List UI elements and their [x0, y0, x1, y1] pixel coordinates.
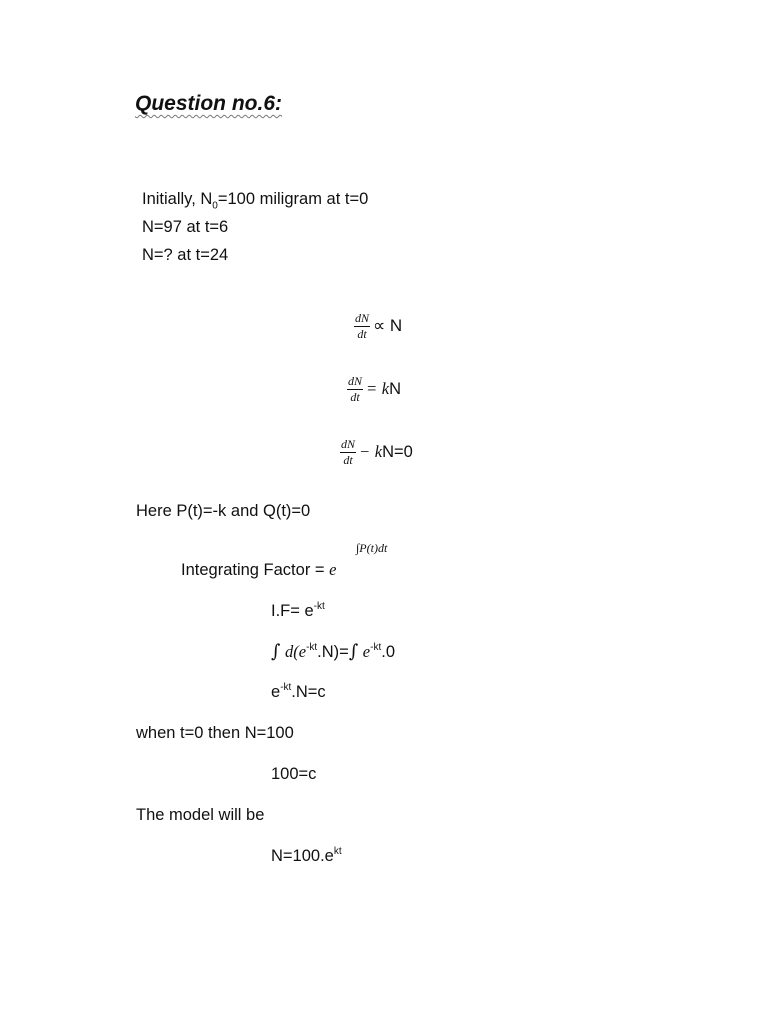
constant-value: 100=c — [271, 765, 317, 783]
equation-linear-form: $\frac{dN}{dt}$ − kN=0 — [341, 437, 413, 467]
given-line-2: N=97 at t=6 — [142, 218, 229, 236]
fraction-dn-dt: $\frac{dN}{dt}$ — [348, 374, 363, 404]
model-intro: The model will be — [136, 806, 265, 824]
integral-equation: ∫ $d(e^{-kt}.N)=\int$ $e^{-kt}.0$ — [271, 641, 395, 662]
fraction-dn-dt: $\frac{dN}{dt}$ — [341, 437, 356, 467]
model-equation: $N=100.e^{kt}$ — [271, 845, 342, 865]
given-line-3: N=? at t=24 — [142, 246, 229, 264]
integrating-factor-line: Integrating Factor = e — [181, 560, 337, 579]
fraction-dn-dt: $\frac{dN}{dt}$ — [355, 311, 370, 341]
equation-proportional: $\frac{dN}{dt}$ ∝ N — [355, 311, 403, 341]
pq-definition: Here P(t)=-k and Q(t)=0 — [136, 502, 311, 520]
given-initial: Initially, $N_0=100$ miligram at t=0 — [142, 190, 369, 212]
general-solution: $e^{-kt}.N=c$ — [271, 681, 326, 701]
initial-condition: when t=0 then N=100 — [136, 724, 294, 742]
if-exponent: ∫P(t)dt — [356, 541, 388, 555]
equation-kn: $\frac{dN}{dt}$ = kN — [348, 374, 401, 404]
if-value: $I.F= e^{-kt}$ — [271, 600, 325, 620]
question-title: Question no.6: — [135, 92, 282, 115]
